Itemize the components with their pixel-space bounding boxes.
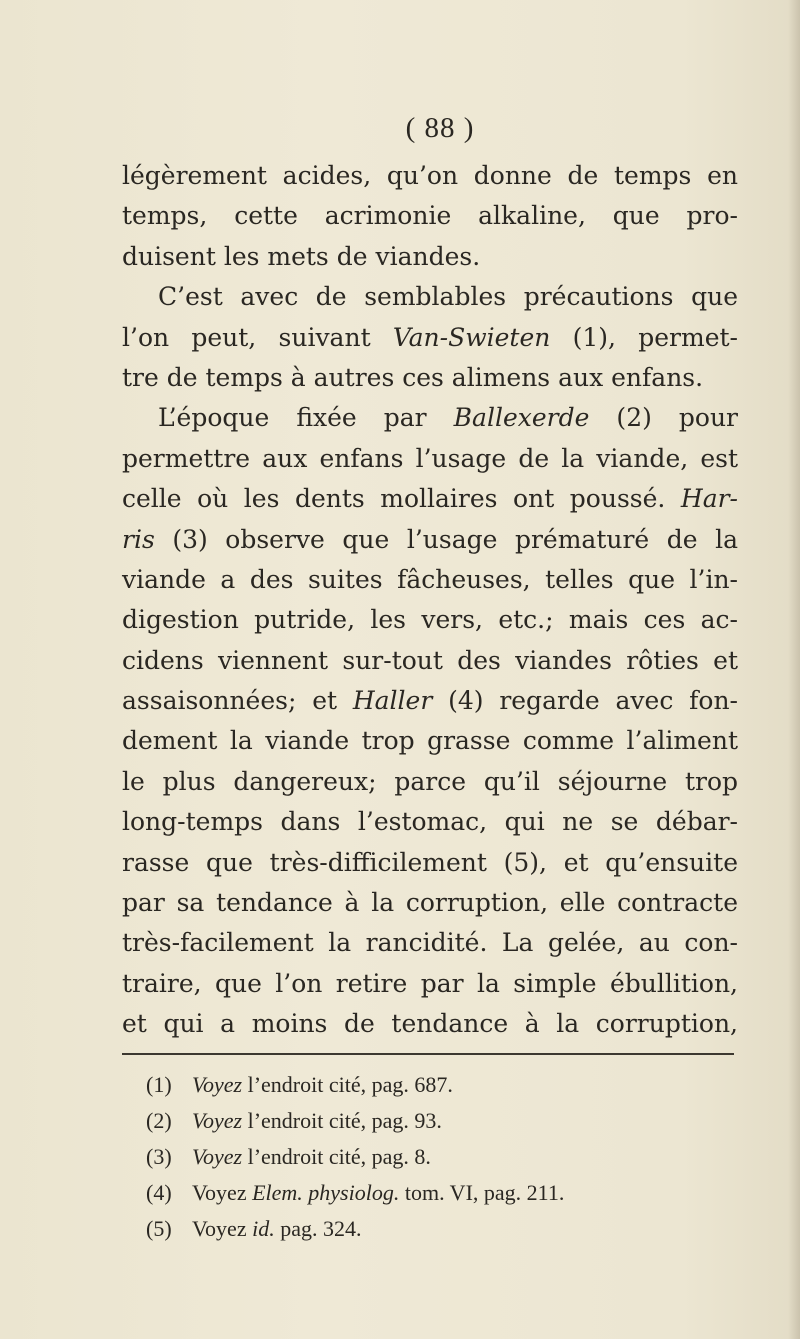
footnote-4 <box>146 1175 726 1211</box>
text-span: celle où les dents mollaires ont poussé. <box>122 484 681 514</box>
footnote-text: pag. 324. <box>274 1216 362 1241</box>
footnote-ibid: id. <box>252 1216 275 1241</box>
text-span: (4) regarde avec fon- <box>432 686 739 716</box>
text-line: temps, cette acrimonie alkaline, que pro- <box>122 201 738 231</box>
footnote-voyez: Voyez <box>192 1144 243 1169</box>
footnote-number: (4) <box>146 1180 172 1205</box>
text-span: L’époque fixée par <box>158 403 454 433</box>
text-line: dement la viande trop grasse comme l’aliment <box>122 726 738 756</box>
footnote-5 <box>146 1211 726 1247</box>
paragraph-start-line: C’est avec de semblables précautions que <box>158 282 738 312</box>
page-number: ( 88 ) <box>405 112 475 144</box>
text-line: digestion putride, les vers, etc.; mais ces ac- <box>122 605 738 635</box>
text-line: long-temps dans l’estomac, qui ne se débar- <box>122 807 738 837</box>
footnote-rule <box>122 1053 734 1055</box>
footnote-text: l’endroit cité, pag. 93. <box>242 1108 442 1133</box>
footnote-text: l’endroit cité, pag. 8. <box>242 1144 431 1169</box>
text-line: très-facilement la rancidité. La gelée, au con- <box>122 928 738 958</box>
text-line: et qui a moins de tendance à la corruption, <box>122 1009 738 1039</box>
text-line <box>122 318 738 358</box>
text-line: permettre aux enfans l’usage de la viande, est <box>122 443 738 473</box>
author-name: Ballexerde <box>453 403 590 433</box>
text-line <box>122 479 738 519</box>
text-span: (3) observe que l’usage prématuré de la <box>154 524 738 554</box>
footnote-number: (5) <box>146 1216 172 1241</box>
text-line: tre de temps à autres ces alimens aux enfans. <box>122 362 704 392</box>
text-line: légèrement acides, qu’on donne de temps en <box>122 161 738 190</box>
footnote-number: (3) <box>146 1144 172 1169</box>
footnote-1 <box>146 1067 726 1103</box>
footnote-number: (1) <box>146 1072 172 1097</box>
footnote-text: tom. VI, pag. 211. <box>399 1180 565 1205</box>
paragraph-start-line <box>122 398 738 438</box>
footnote-number: (2) <box>146 1108 172 1133</box>
text-span: l’on peut, suivant <box>122 322 393 352</box>
text-line: cidens viennent sur-tout des viandes rôties et <box>122 645 738 675</box>
text-span: (2) pour <box>589 403 738 433</box>
text-line <box>122 520 738 560</box>
author-name: Har- <box>680 484 738 514</box>
text-line: traire, que l’on retire par la simple ébullition, <box>122 968 738 998</box>
text-span: (1), permet- <box>550 322 739 352</box>
author-name: ris <box>122 524 155 554</box>
footnote-3 <box>146 1139 726 1175</box>
text-line: viande a des suites fâcheuses, telles que l’in- <box>122 564 738 594</box>
footnote-voyez: Voyez <box>192 1216 253 1241</box>
text-line: rasse que très-difficilement (5), et qu’ensuite <box>122 847 738 877</box>
text-line: le plus dangereux; parce qu’il séjourne trop <box>122 766 738 796</box>
footnote-text: l’endroit cité, pag. 687. <box>242 1072 453 1097</box>
footnote-voyez: Voyez <box>192 1108 243 1133</box>
footnote-2 <box>146 1103 726 1139</box>
text-line: duisent les mets de viandes. <box>122 241 481 271</box>
text-line <box>122 681 738 721</box>
author-name: Van-Swieten <box>392 322 551 352</box>
footnotes <box>146 1067 726 1247</box>
page-edge-shadow <box>788 0 800 1339</box>
footnote-work-title: Elem. physiolog. <box>252 1180 400 1205</box>
main-text <box>122 156 738 1045</box>
text-span: assaisonnées; et <box>122 686 353 716</box>
text-line: par sa tendance à la corruption, elle contracte <box>122 888 738 918</box>
author-name: Haller <box>352 686 433 716</box>
footnote-voyez: Voyez <box>192 1180 253 1205</box>
footnote-voyez: Voyez <box>192 1072 243 1097</box>
